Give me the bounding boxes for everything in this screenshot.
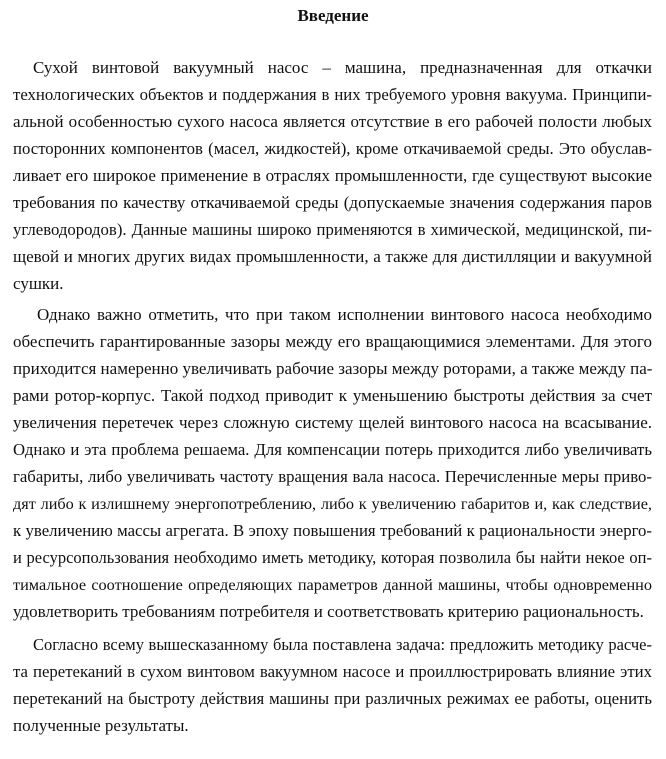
paragraph-1-line-7: углеводородов). Данные машины широко применяются в химической, медицинской, пи- [13, 220, 652, 239]
paragraph-1-line-1: Сухой винтовой вакуумный насос – машина, предназначенная для откачки [33, 58, 652, 77]
paragraph-3-line-1: Согласно всему вышесказанному была поставлена задача: предложить методику расче- [33, 635, 652, 654]
page-title: Введение [297, 6, 369, 25]
paragraph-2-line-6: Однако и эта проблема решаема. Для компенсации потерь приходится либо увеличивать [13, 440, 652, 459]
paragraph-2-line-7: габариты, либо увеличивать частоту вращения вала насоса. Перечисленные меры приво- [13, 467, 652, 486]
paragraph-1-line-5: ливает его широкое применение в отраслях промышленности, где существуют высокие [13, 166, 652, 185]
paragraph-2-line-4: рами ротор-корпус. Такой подход приводит к уменьшению быстроты действия за счет [13, 386, 652, 405]
paragraph-1-line-2: технологических объектов и поддержания в них требуемого уровня вакуума. Принципи- [13, 85, 652, 104]
paragraph-3-line-3: перетеканий на быстроту действия машины при различных режимах ее работы, оценить [13, 689, 652, 708]
paragraph-2-line-2: обеспечить гарантированные зазоры между его вращающимися элементами. Для этого [13, 332, 652, 351]
paragraph-1-line-8: щевой и многих других видах промышленности, а также для дистилляции и вакуумной [13, 247, 652, 266]
paragraph-2-line-12: удовлетворить требованиям потребителя и соответствовать критерию рациональность. [13, 602, 644, 621]
paragraph-1-line-3: альной особенностью сухого насоса является отсутствие в его рабочей полости любых [13, 112, 652, 131]
paragraph-2-line-9: к увеличению массы агрегата. В эпоху повышения требований к рациональности энерго- [13, 521, 652, 540]
paragraph-2-line-11: тимальное соотношение определяющих параметров данной машины, чтобы одновременно [13, 576, 652, 594]
paragraph-2-line-5: увеличения перетечек через сложную систему щелей винтового насоса на всасывание. [13, 413, 652, 432]
paragraph-3-line-2: та перетеканий в сухом винтовом вакуумном насосе и проиллюстрировать влияние этих [13, 662, 652, 681]
paragraph-1-line-6: требования по качеству откачиваемой среды (допускаемые значения содержания паров [13, 193, 652, 212]
paragraph-1-line-9: сушки. [13, 274, 64, 293]
paragraph-2-line-3: приходится намеренно увеличивать рабочие зазоры между роторами, а также между па- [13, 359, 653, 378]
paragraph-2-line-8: дят либо к излишнему энергопотреблению, либо к увеличению габаритов и, как следствие, [13, 495, 652, 513]
paragraph-1-line-4: посторонних компонентов (масел, жидкостей), кроме откачиваемой среды. Это обуслав- [13, 139, 652, 158]
paragraph-2-line-1: Однако важно отметить, что при таком исполнении винтового насоса необходимо [37, 305, 652, 324]
paragraph-2-line-10: и ресурсопользования необходимо иметь методику, которая позволила бы найти некое оп- [13, 548, 652, 567]
paragraph-3-line-4: полученные результаты. [13, 716, 189, 735]
